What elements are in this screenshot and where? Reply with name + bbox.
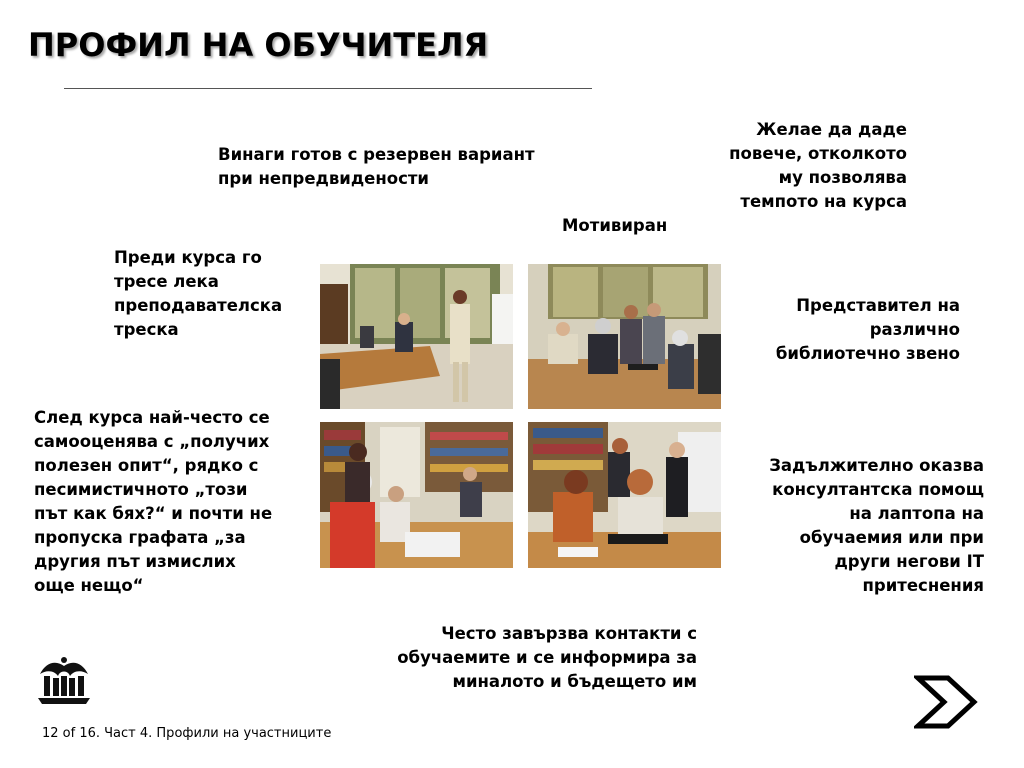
next-slide-button[interactable]	[914, 674, 978, 734]
next-chevron-icon	[914, 674, 978, 730]
caption-stage-fright: Преди курса го тресе лека преподавателска треска	[114, 248, 283, 339]
photo-consulting-at-laptop	[528, 422, 721, 568]
caption-self-assessment: След курса най-често се самооценява с „получих полезен опит“, рядко с песимистичното „този път как бях?“ и почти не пропуска графата „за другия път измислих още нещо“	[34, 408, 273, 595]
title-divider	[64, 88, 592, 89]
caption-contacts: Често завързва контакти с обучаемите и се информира за миналото и бъдещето им	[397, 624, 697, 691]
caption-motivated: Мотивиран	[562, 216, 668, 235]
caption-wants-to-give-more: Желае да даде повече, отколкото му позволява темпото на курса	[729, 120, 907, 211]
caption-consulting-help: Задължително оказва консултантска помощ на лаптопа на обучаемия или при други негови IT притеснения	[769, 456, 984, 595]
photo-group-at-computer	[528, 264, 721, 409]
caption-library-representative: Представител на различно библиотечно звено	[775, 296, 960, 363]
caption-backup-plan: Винаги готов с резервен вариант при непредвидености	[218, 145, 535, 188]
slide-footer: 12 of 16. Част 4. Профили на участниците	[42, 726, 332, 741]
photo-classroom-teacher-standing	[320, 264, 513, 409]
slide-title: ПРОФИЛ НА ОБУЧИТЕЛЯ	[28, 26, 489, 64]
photo-workshop-library	[320, 422, 513, 568]
library-emblem-icon	[36, 654, 92, 712]
